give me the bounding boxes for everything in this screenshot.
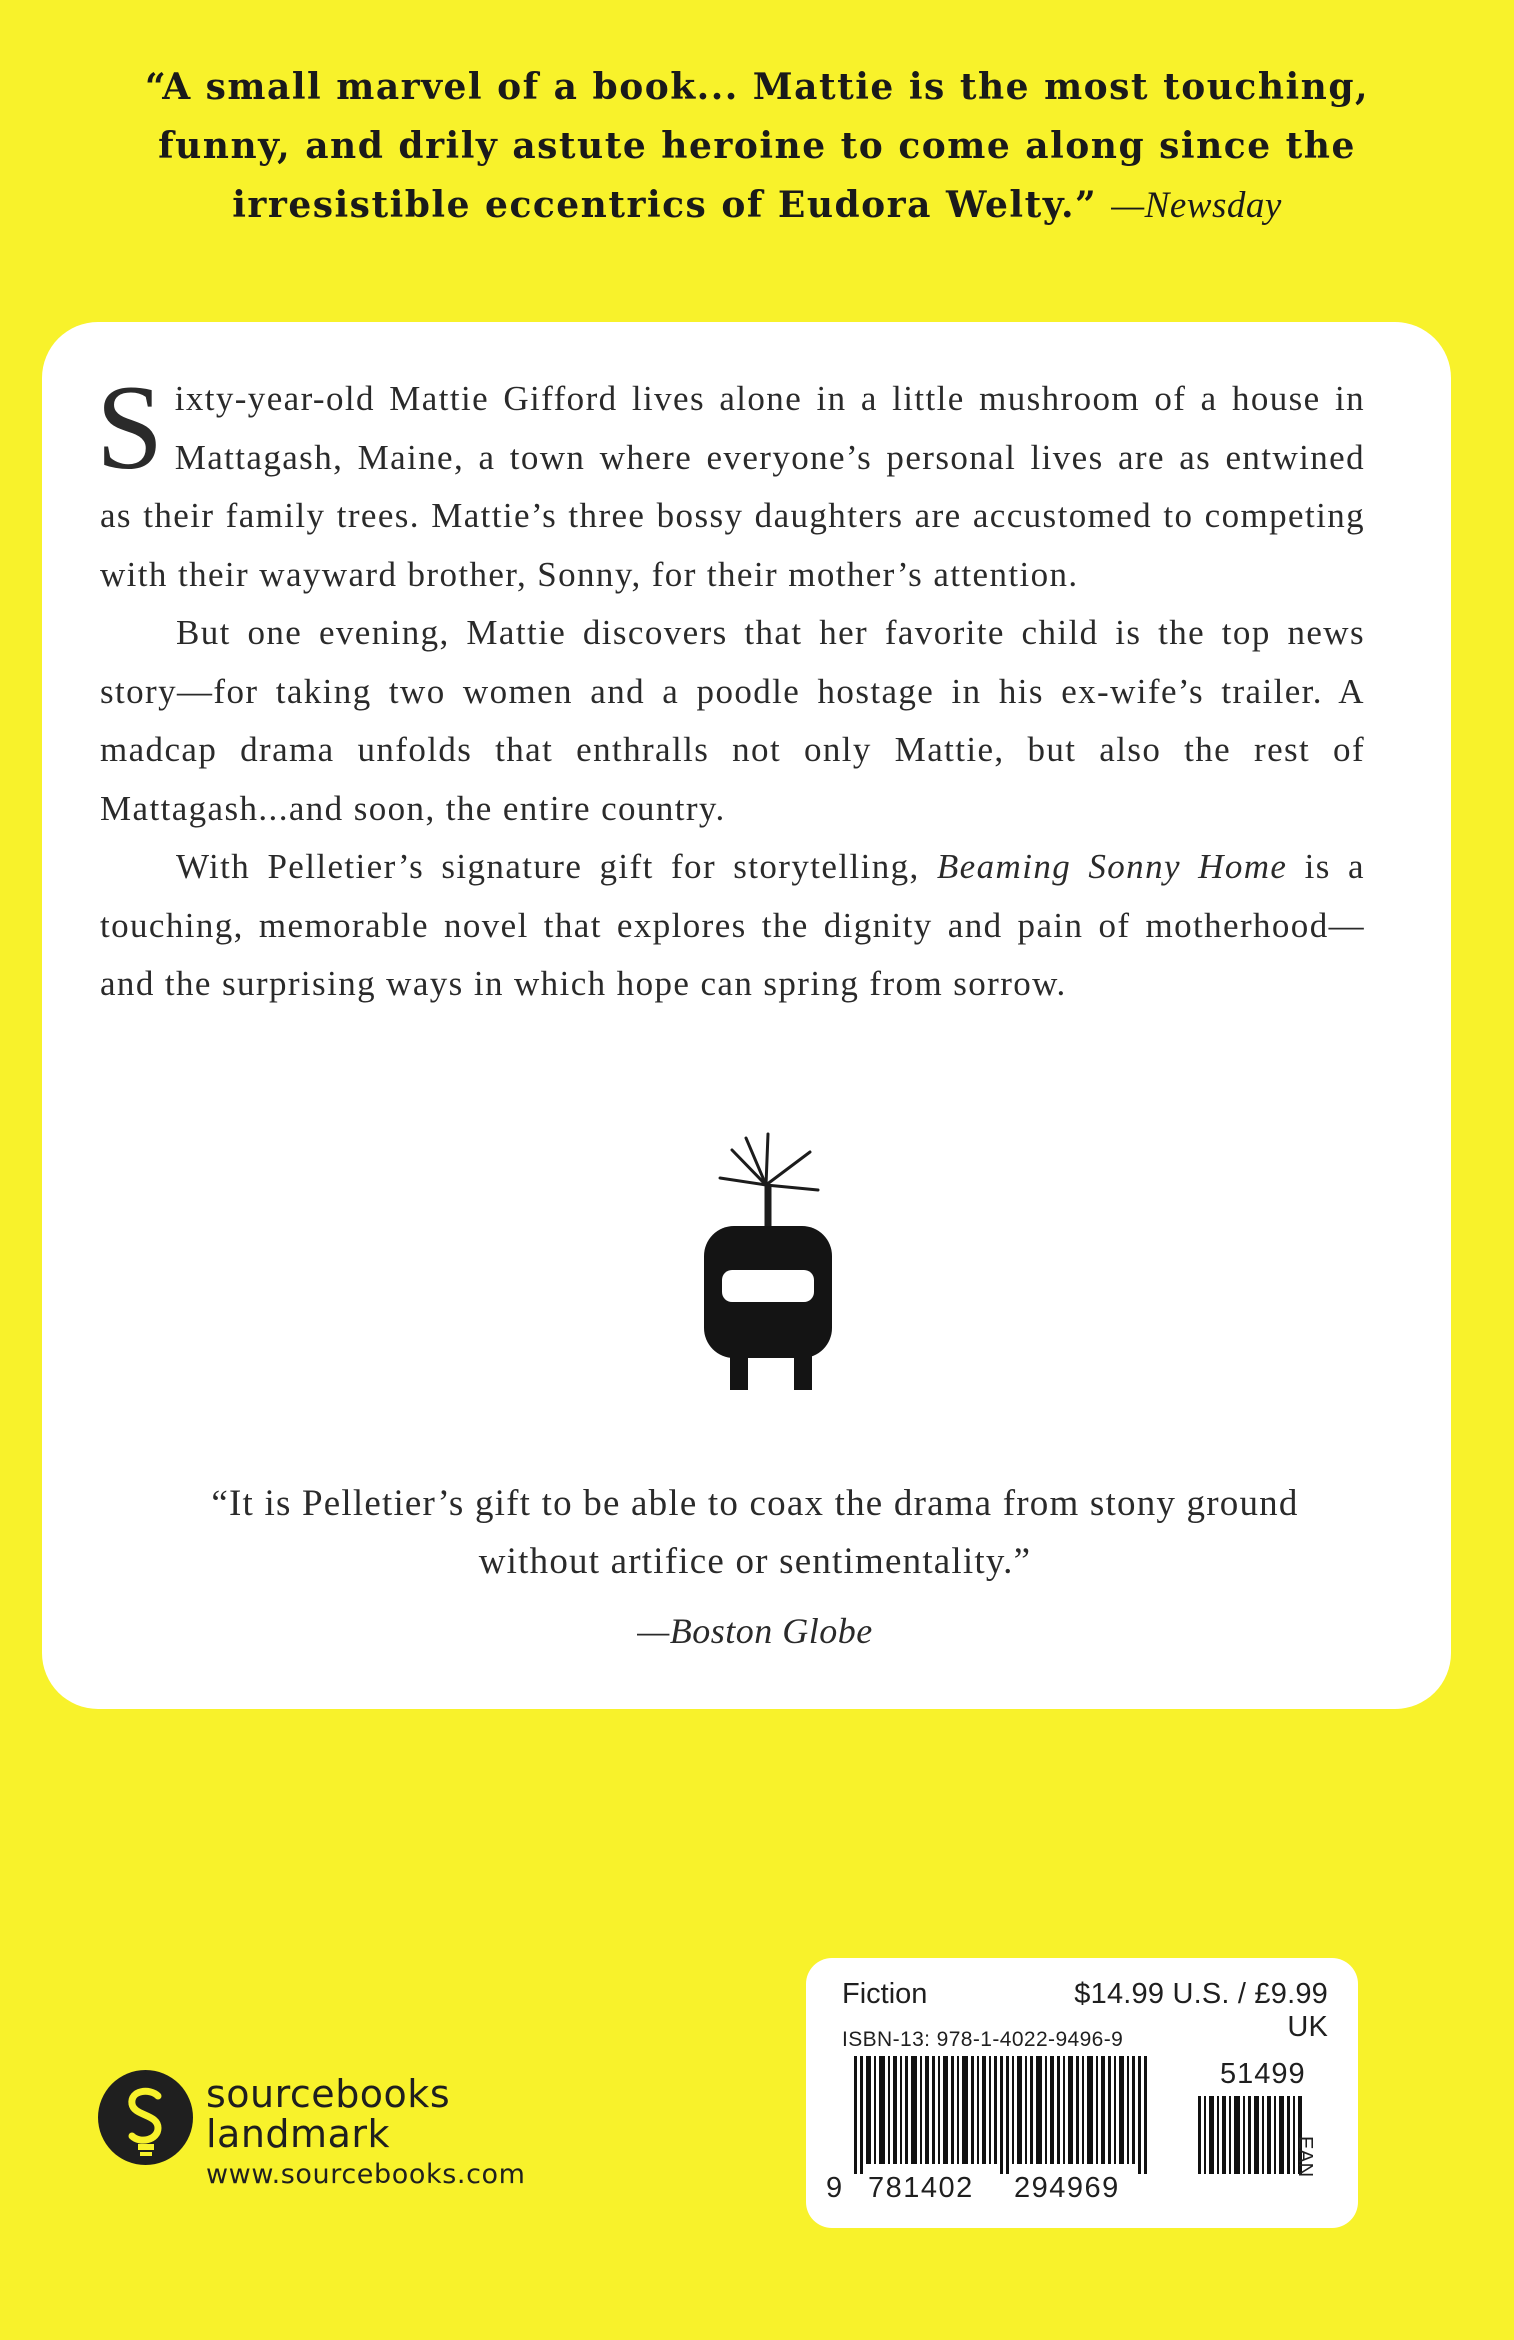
publisher-name-line-2: landmark (206, 2112, 390, 2156)
ean-label: EAN (1294, 2136, 1316, 2178)
sourcebooks-s-bulb-icon (98, 2070, 193, 2165)
top-quote-text: “A small marvel of a book... Mattie is the most touching, funny, and drily astute heroine to come along since the irresistible eccentrics of Eudora Welty.” (144, 66, 1370, 226)
price-label: $14.99 U.S. / £9.99 UK (1074, 1978, 1328, 2043)
paragraph-3-lead: With Pelletier’s signature gift for storytelling, (176, 847, 937, 886)
barcode-lead-digit: 9 (826, 2172, 844, 2204)
publisher-name-line-1: sourcebooks (206, 2072, 451, 2116)
bottom-quote-attribution: —Boston Globe (637, 1611, 873, 1651)
barcode-digit-group-1: 781402 (868, 2172, 974, 2204)
description-paragraph-1 (96, 361, 1365, 604)
price-addon-code: 51499 (1220, 2058, 1306, 2090)
tv-antenna-icon (690, 1130, 870, 1430)
genre-label: Fiction (842, 1978, 928, 2010)
bottom-review-quote: “It is Pelletier’s gift to be able to coax the drama from stony ground without artifice or sentimentality.” (211, 1483, 1299, 1582)
top-quote-attribution: —Newsday (1111, 185, 1282, 226)
publisher-logo (98, 2060, 526, 2200)
paragraph-3-tail: is a touching, memorable novel that explores the dignity and pain of motherhood—and the surprising ways in which hope can spring from sorrow. (100, 847, 1365, 1003)
barcode-digit-group-2: 294969 (1014, 2172, 1120, 2204)
book-description (96, 361, 1365, 1014)
description-paragraph-2: But one evening, Mattie discovers that her favorite child is the top news story—for taking two women and a poodle hostage in his ex-wife’s trailer. A madcap drama unfolds that enthralls not only Mattie, but also the rest of Mattagash...and soon, the entire country. (100, 613, 1365, 828)
isbn-label: ISBN-13: 978-1-4022-9496-9 (842, 2028, 1124, 2051)
publisher-url: www.sourcebooks.com (206, 2159, 526, 2190)
drop-cap: S (96, 361, 165, 495)
paragraph-1-text: ixty-year-old Mattie Gifford lives alone in a little mushroom of a house in Mattagash, Maine, a town where everyone’s personal lives are as entwined as their family trees. Mattie’s three bossy daughters are accustomed to competing with their wayward brother, Sonny, for their mother’s attention. (100, 379, 1365, 594)
top-review-quote (80, 58, 1434, 235)
description-paragraph-3 (100, 838, 1365, 1014)
book-title: Beaming Sonny Home (936, 847, 1288, 886)
barcode-panel (806, 1958, 1358, 2228)
